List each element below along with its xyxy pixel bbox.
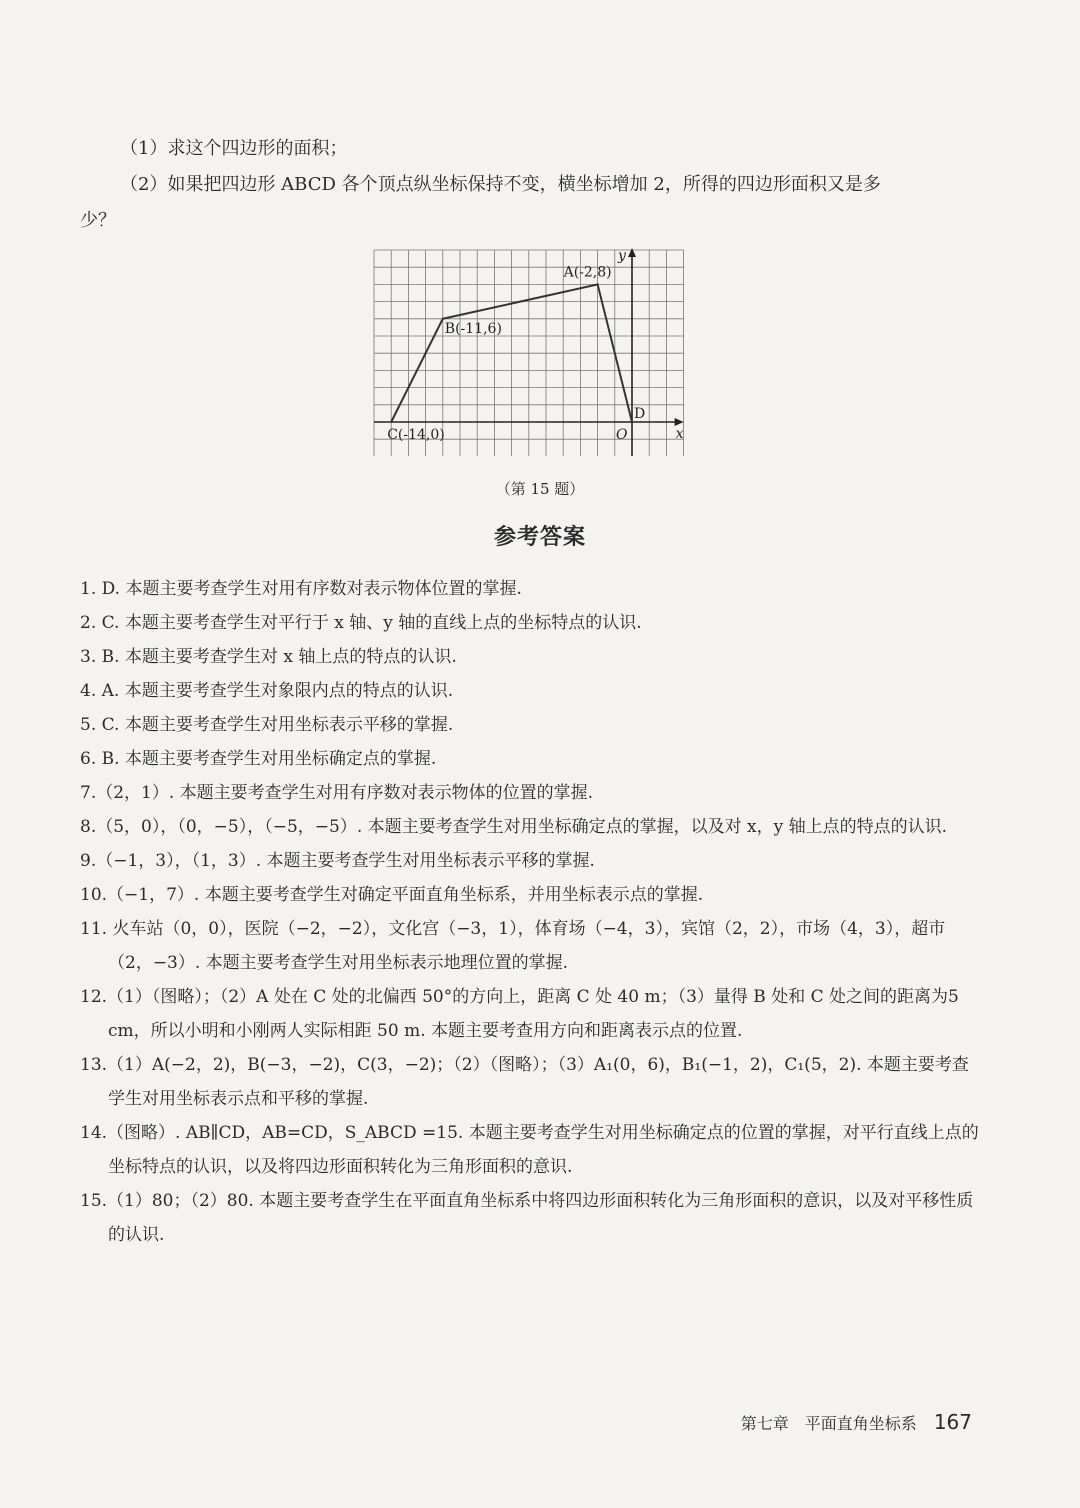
- question-part-1: （1）求这个四边形的面积；: [120, 138, 348, 159]
- answer-item: 8.（5，0），（0，−5），（−5，−5）. 本题主要考查学生对用坐标确定点的掌握，以及对 x，y 轴上点的特点的认识.: [80, 817, 948, 837]
- question-part-2-continued: 少？: [80, 210, 116, 231]
- answer-item: 7.（2，1）. 本题主要考查学生对用有序数对表示物体的位置的掌握.: [80, 783, 594, 803]
- question-part-2: （2）如果把四边形 ABCD 各个顶点纵坐标保持不变，横坐标增加 2，所得的四边形面积又是多: [120, 174, 881, 195]
- coordinate-figure: [372, 246, 684, 456]
- answer-item: 11. 火车站（0，0），医院（−2，−2），文化宫（−3，1），体育场（−4，3），宾馆（2，2），市场（4，3），超市（2，−3）. 本题主要考查学生对用坐标表示地理位置的掌握.: [80, 919, 946, 973]
- page-footer: [741, 1410, 972, 1434]
- answer-item: 9.（−1，3），（1，3）. 本题主要考查学生对用坐标表示平移的掌握.: [80, 851, 595, 871]
- answers-heading: 参考答案: [493, 525, 586, 550]
- point-label-d: D: [634, 406, 646, 422]
- grid: [374, 250, 684, 456]
- point-label-b: B(-11,6): [444, 320, 502, 337]
- answer-item: 14.（图略）. AB∥CD，AB=CD，S_ABCD =15. 本题主要考查学生对用坐标确定点的位置的掌握，对平行直线上点的坐标特点的认识，以及将四边形面积转化为三角形面积的意识.: [80, 1123, 979, 1177]
- answer-item: 6. B. 本题主要考查学生对用坐标确定点的掌握.: [80, 749, 437, 769]
- answer-item: 15.（1）80；（2）80. 本题主要考查学生在平面直角坐标系中将四边形面积转化为三角形面积的意识，以及对平移性质的认识.: [80, 1191, 974, 1245]
- answer-item: 5. C. 本题主要考查学生对用坐标表示平移的掌握.: [80, 715, 454, 735]
- answer-item: 2. C. 本题主要考查学生对平行于 x 轴、y 轴的直线上点的坐标特点的认识.: [80, 613, 642, 633]
- answer-item: 12.（1）（图略）；（2）A 处在 C 处的北偏西 50°的方向上，距离 C 处 40 m；（3）量得 B 处和 C 处之间的距离为5 cm，所以小明和小刚两人实际相距 50 m. 本题主要考查用方向和距离表示点的位置.: [80, 987, 959, 1041]
- answer-item: 4. A. 本题主要考查学生对象限内点的特点的认识.: [80, 681, 454, 701]
- x-axis-label: x: [675, 426, 684, 442]
- x-axis-arrow: [675, 418, 684, 426]
- answer-item: 1. D. 本题主要考查学生对用有序数对表示物体位置的掌握.: [80, 579, 522, 599]
- answer-item: 10.（−1，7）. 本题主要考查学生对确定平面直角坐标系，并用坐标表示点的掌握.: [80, 885, 704, 905]
- point-labels: [387, 248, 683, 443]
- answers-list: [80, 572, 980, 1252]
- figure-caption: （第 15 题）: [495, 480, 585, 498]
- y-axis-label: y: [618, 248, 626, 264]
- answer-item: 3. B. 本题主要考查学生对 x 轴上点的特点的认识.: [80, 647, 457, 667]
- answer-item: 13.（1）A(−2，2)，B(−3，−2)，C(3，−2)；（2）（图略）；（3）A₁(0，6)，B₁(−1，2)，C₁(5，2). 本题主要考查学生对用坐标表示点和平移的掌握.: [80, 1055, 969, 1109]
- point-label-c: C(-14,0): [387, 427, 445, 443]
- origin-label: O: [616, 427, 628, 443]
- point-label-a: A(-2,8): [563, 264, 612, 281]
- y-axis-arrow: [628, 248, 636, 257]
- page-number: 167: [933, 1410, 972, 1434]
- chapter-title: 第七章 平面直角坐标系: [740, 1414, 917, 1433]
